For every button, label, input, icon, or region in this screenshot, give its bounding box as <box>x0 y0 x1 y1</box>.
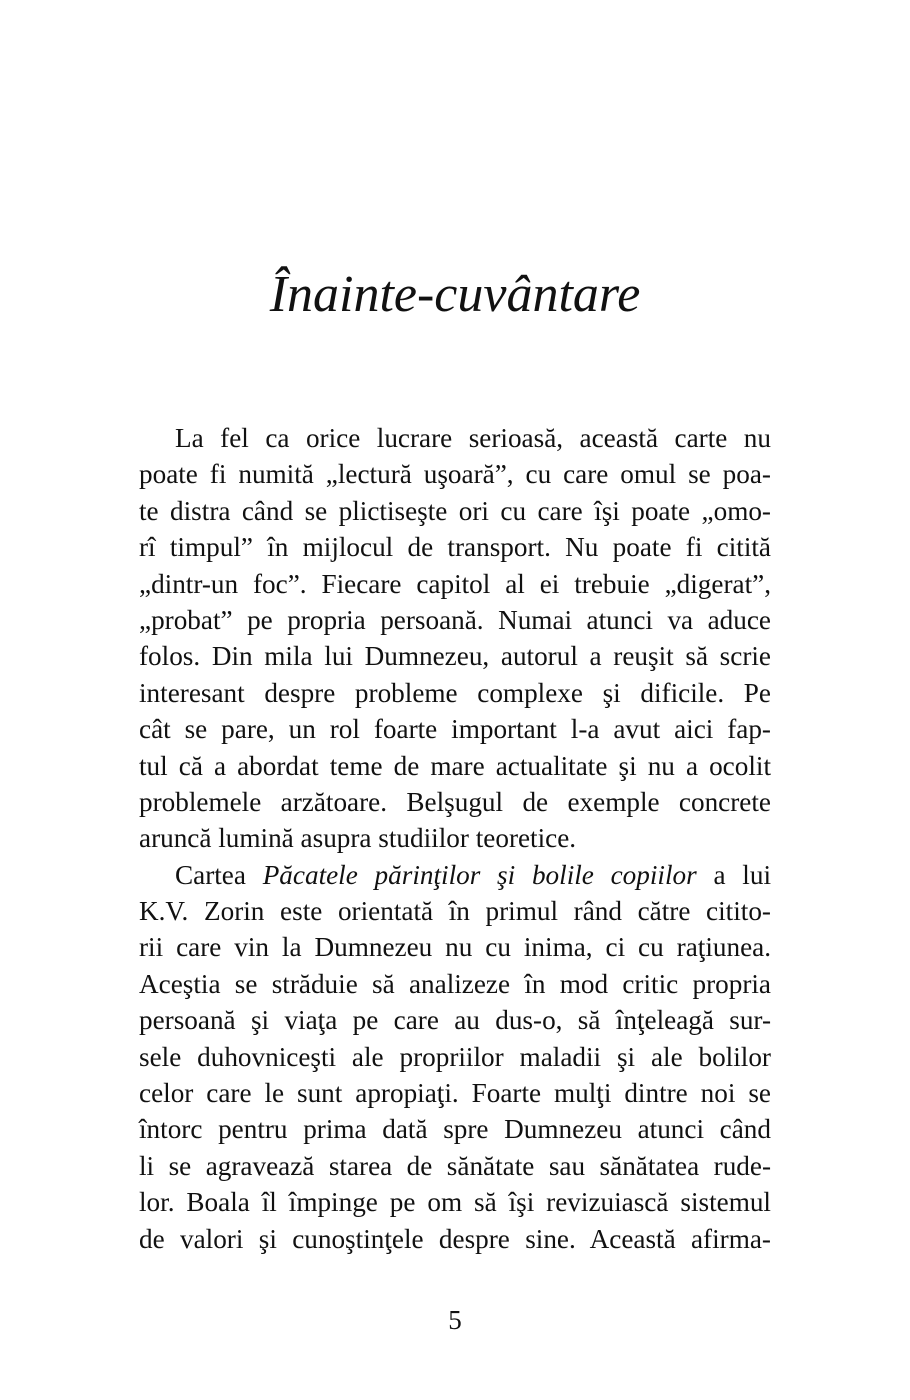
text-line: problemele arzătoare. Belşugul de exemple concrete <box>139 786 771 817</box>
page-number: 5 <box>448 1305 462 1335</box>
text-line: întorc pentru prima dată spre Dumnezeu atunci când <box>139 1114 771 1145</box>
chapter-title: Înainte-cuvântare <box>269 266 641 323</box>
text-line: cât se pare, un rol foarte important l-a avut aici fap- <box>139 714 771 745</box>
text-line: te distra când se plictiseşte ori cu care îşi poate „omo- <box>139 495 771 526</box>
paragraph <box>139 857 771 1257</box>
text-line: aruncă lumină asupra studiilor teoretice. <box>139 823 577 854</box>
book-title: Păcatele părinţilor şi bolile copiilor <box>262 859 697 890</box>
text-line: „probat” pe propria persoană. Numai atunci va aduce <box>139 604 771 635</box>
body-text <box>139 420 771 1257</box>
text-line: interesant despre probleme complexe şi dificile. Pe <box>139 677 771 708</box>
text-line: „dintr-un foc”. Fiecare capitol al ei trebuie „digerat”, <box>139 568 771 599</box>
text-line: celor care le sunt apropiaţi. Foarte mulţi dintre noi se <box>139 1078 771 1109</box>
text-line: sele duhovniceşti ale propriilor maladii şi ale bolilor <box>139 1041 771 1072</box>
text-line: K.V. Zorin este orientată în primul rând către citito- <box>139 896 771 927</box>
text-line: poate fi numită „lectură uşoară”, cu care omul se poa- <box>139 459 771 490</box>
text-line: tul că a abordat teme de mare actualitate şi nu a ocolit <box>139 750 771 781</box>
text-line <box>139 857 771 893</box>
text-run: a lui <box>696 859 771 890</box>
text-line: La fel ca orice lucrare serioasă, această carte nu <box>175 423 771 453</box>
text-line: de valori şi cunoştinţele despre sine. Această afirma- <box>139 1223 771 1254</box>
text-line: rii care vin la Dumnezeu nu cu inima, ci cu raţiunea. <box>139 932 771 963</box>
text-line: li se agravează starea de sănătate sau sănătatea rude- <box>139 1150 771 1181</box>
text-line: Aceştia se străduie să analizeze în mod critic propria <box>139 968 771 999</box>
paragraph <box>139 420 771 857</box>
text-line: folos. Din mila lui Dumnezeu, autorul a reuşit să scrie <box>139 641 771 672</box>
text-line: persoană şi viaţa pe care au dus-o, să înţeleagă sur- <box>139 1005 771 1036</box>
text-run: Cartea <box>175 859 263 890</box>
text-line: rî timpul” în mijlocul de transport. Nu poate fi citită <box>139 532 771 563</box>
text-line: lor. Boala îl împinge pe om să îşi revizuiască sistemul <box>139 1187 771 1218</box>
